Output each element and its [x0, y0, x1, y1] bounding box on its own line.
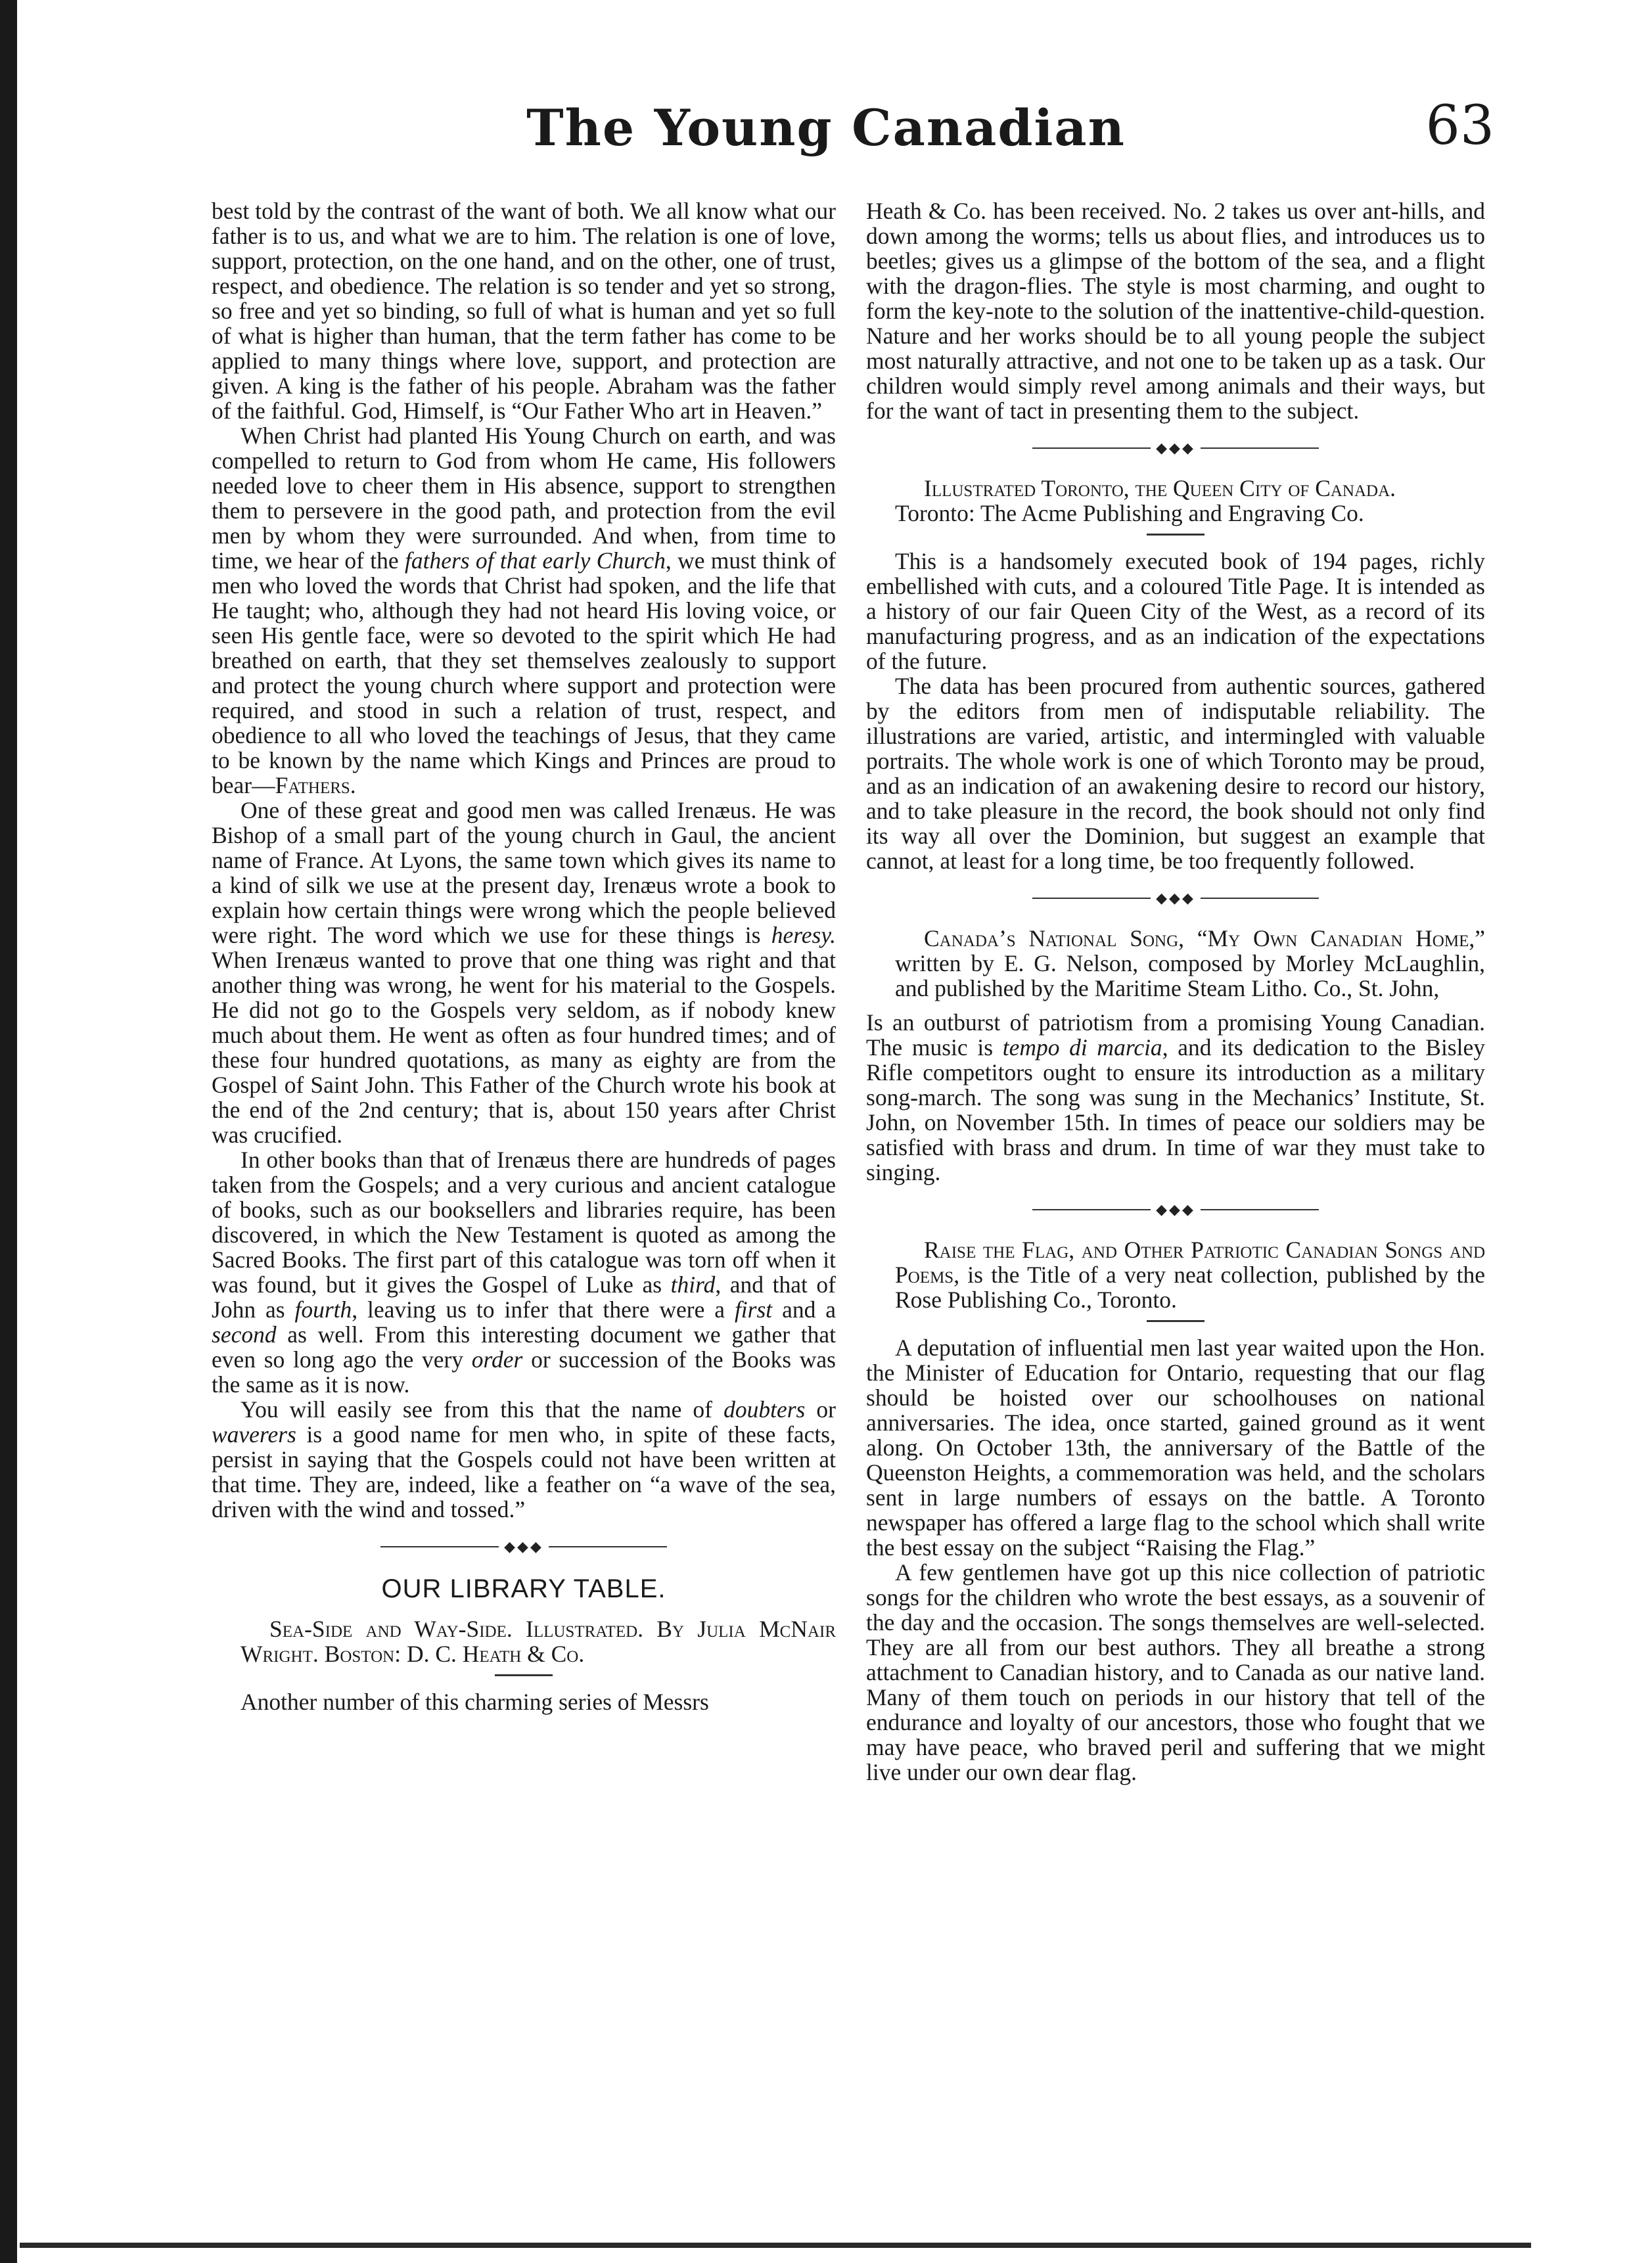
section-separator: ◆◆◆: [866, 1197, 1485, 1223]
paragraph: In other books than that of Irenæus there are hundreds of pages taken from the Gospels; and a very curious and ancient catalogue of books, such as our booksellers and libraries require, has been discovered, in which the New Testament is quoted as among the Sacred Books. The first part of this catalogue was torn off when it was found, but it gives the Gospel of Luke as third, and that of John as fourth, leaving us to infer that there were a first and a second as well. From this interesting document we gather that even so long ago the very order or succession of the Books was the same as it is now.: [212, 1147, 837, 1398]
short-rule: [495, 1674, 553, 1676]
section-separator: ◆◆◆: [866, 885, 1485, 911]
page-bottom-rule: [20, 2243, 1531, 2248]
page-edge-rule: [0, 0, 17, 2263]
book-entry-title: Canada’s National Song, “My Own Canadian Home,” written by E. G. Nelson, composed by Morley McLaughlin, and published by the Maritime Steam Litho. Co., St. John,: [895, 925, 1485, 1001]
paragraph: A deputation of influential men last year waited upon the Hon. the Minister of Education for Ontario, requesting that our flag should be hoisted over our schoolhouses on national anniversaries. The idea, once started, gained ground as it went along. On October 13th, the anniversary of the Battle of the Queenston Heights, a commemoration was held, and the scholars sent in large numbers of essays on the battle. A Toronto newspaper has offered a large flag to the school which shall write the best essay on the subject “Raising the Flag.”: [866, 1335, 1485, 1561]
right-column: [866, 198, 1485, 1785]
paragraph: This is a handsomely executed book of 194 pages, richly embellished with cuts, and a coloured Title Page. It is intended as a history of our fair Queen City of the West, as a record of its manufacturing progress, and as an indication of the expectations of the future.: [866, 548, 1485, 674]
short-rule: [1147, 1320, 1205, 1322]
masthead: [0, 95, 1652, 171]
publication-title: The Young Canadian: [526, 99, 1126, 157]
book-entry-title: Raise the Flag, and Other Patriotic Canadian Songs and Poems, is the Title of a very neat collection, published by the Rose Publishing Co., Toronto.: [895, 1237, 1485, 1313]
section-separator: ◆◆◆: [212, 1534, 836, 1560]
page-number: 63: [1425, 95, 1494, 157]
paragraph: Heath & Co. has been received. No. 2 takes us over ant-hills, and down among the worms; tells us about flies, and introduces us to beetles; gives us a glimpse of the bottom of the sea, and a flight with the dragon-flies. The style is most charming, and ought to form the key-note to the solution of the inattentive-child-question. Nature and her works should be to all young people the subject most naturally attractive, and not one to be taken up as a task. Our children would simply revel among animals and their ways, but for the want of tact in presenting them to the subject.: [866, 198, 1485, 424]
paragraph: You will easily see from this that the name of doubters or waverers is a good name for men who, in spite of these facts, persist in saying that the Gospels could not have been written at that time. They are, indeed, like a feather on “a wave of the sea, driven with the wind and tossed.”: [212, 1396, 836, 1522]
paragraph: Is an outburst of patriotism from a promising Young Canadian. The music is tempo di marcia, and its dedication to the Bisley Rifle competitors ought to ensure its introduction as a military song-march. The song was sung in the Mechanics’ Institute, St. John, on November 15th. In times of peace our soldiers may be satisfied with brass and drum. In time of war they must take to singing.: [866, 1009, 1485, 1185]
book-entry-title: Illustrated Toronto, the Queen City of Canada. Toronto: The Acme Publishing and Engraving Co.: [895, 475, 1396, 526]
section-heading: OUR LIBRARY TABLE.: [381, 1574, 666, 1603]
paragraph: A few gentlemen have got up this nice collection of patriotic songs for the children who wrote the best essays, as a souvenir of the day and the occasion. The songs themselves are well-selected. They are all from our best authors. They all breathe a strong attachment to Canadian history, and to Canada as our native land. Many of them touch on periods in our history that tell of the endurance and loyalty of our ancestors, those who fought that we may have peace, who braved peril and suffering that we might live under our own dear flag.: [866, 1559, 1485, 1785]
paragraph: Another number of this charming series of Messrs: [241, 1689, 709, 1715]
paragraph: best told by the contrast of the want of both. We all know what our father is to us, and what we are to him. The relation is one of love, support, protection, on the one hand, and on the other, one of trust, respect, and obedience. The relation is so tender and yet so strong, so free and yet so binding, so full of what is human and yet so full of what is higher than human, that the term father has come to be applied to many things where love, support, and protection are given. A king is the father of his people. Abraham was the father of the faithful. God, Himself, is “Our Father Who art in Heaven.”: [212, 198, 836, 424]
paragraph: One of these great and good men was called Irenæus. He was Bishop of a small part of the young church in Gaul, the ancient name of France. At Lyons, the same town which gives its name to a kind of silk we use at the present day, Irenæus wrote a book to explain how certain things were wrong which the people believed were right. The word which we use for these things is heresy. When Irenæus wanted to prove that one thing was right and that another thing was wrong, he went for his material to the Gospels. He did not go to the Gospels very seldom, as if nobody knew much about them. He went as often as four hundred times; and of these four hundred quotations, as many as eighty are from the Gospel of Saint John. This Father of the Church wrote his book at the end of the 2nd century; that is, about 150 years after Christ was crucified.: [212, 797, 836, 1148]
paragraph: When Christ had planted His Young Church on earth, and was compelled to return to God from whom He came, His followers needed love to cheer them in His absence, support to strengthen them to persevere in the good path, and protection from the evil men by whom they were surrounded. And when, from time to time, we hear of the fathers of that early Church, we must think of men who loved the words that Christ had spoken, and the life that He taught; who, although they had not heard His loving voice, or seen His gentle face, were so devoted to the spirit which He had breathed on earth, that they set themselves zealously to support and protect the young church where support and protection were required, and stood in such a relation of trust, respect, and obedience to all who loved the teachings of Jesus, that they came to be known by the name which Kings and Princes are proud to bear—Fathers.: [212, 423, 837, 798]
section-separator: ◆◆◆: [866, 435, 1485, 461]
left-column: [212, 198, 836, 1714]
book-entry-title: Sea-Side and Way-Side. Illustrated. By Julia McNair Wright. Boston: D. C. Heath & Co.: [241, 1616, 836, 1667]
short-rule: [1147, 534, 1205, 536]
paragraph: The data has been procured from authentic sources, gathered by the editors from men of indisputable reliability. The illustrations are varied, artistic, and intermingled with valuable portraits. The whole work is one of which Toronto may be proud, and as an indication of an awakening desire to record our history, and to take pleasure in the record, the book should not only find its way all over the Dominion, but suggest an example that cannot, at least for a long time, be too frequently followed.: [866, 673, 1485, 874]
